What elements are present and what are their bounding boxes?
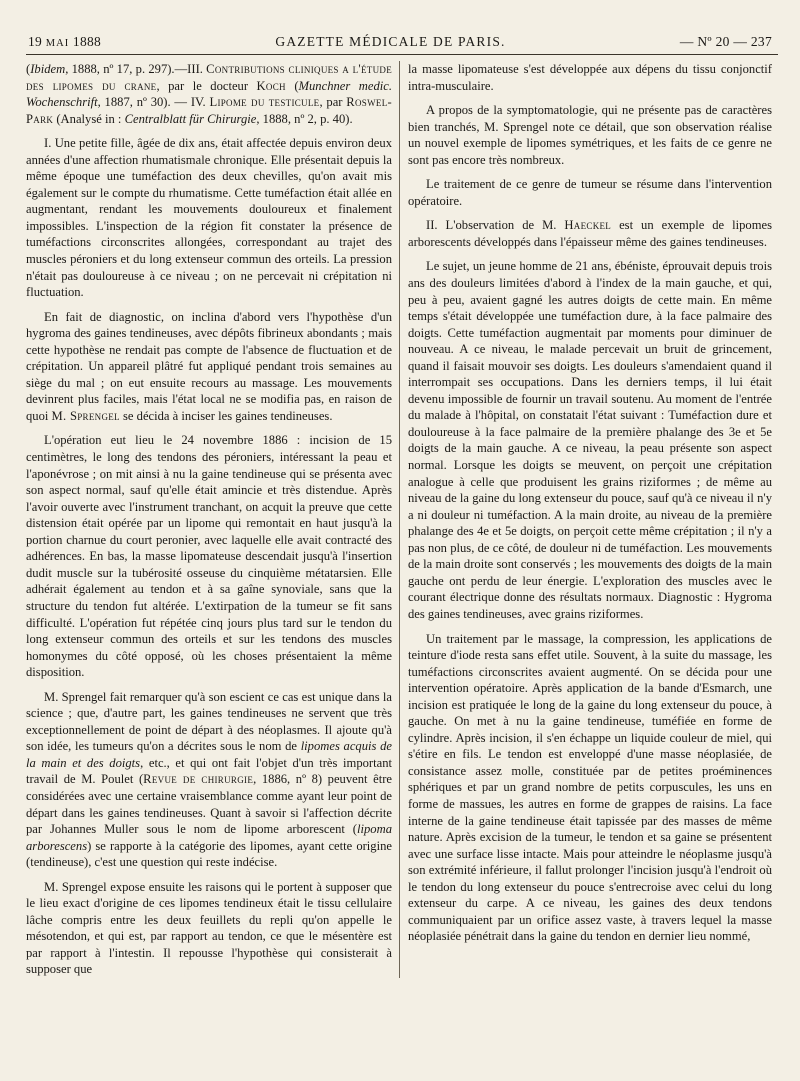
diagnosis-paragraph: En fait de diagnostic, on inclina d'abord vers l'hypothèse d'un hygroma des gaines tendineuses, avec dépôts fibrineux abondants ; mais cette hypothèse ne rendait pas compte de l'absence de fluctuation et de crépitation. Un appareil plâtré fut appliqué pendant trois semaines au siège du mal ; on eut ensuite recours au massage. Les mouvements devinrent plus faciles, mais l'état local ne se modifia pas, en raison de quoi M. Sprengel se décida à inciser les gaines tendineuses. xyxy=(26,309,392,423)
issue-page-number: — Nº 20 — 237 xyxy=(679,34,772,49)
operation-paragraph: L'opération eut lieu le 24 novembre 1886 : incision de 15 centimètres, le long des tendons des péroniers, intéressant la peau et l'aponévrose ; on mit ainsi à nu la gaine tendineuse qui se présenta avec son aspect normal, sauf qu'elle était amincie et très distendue. Après l'avoir ouverte avec l'instrument tranchant, on acquit la preuve que cette distension était opérée par un lipome qui remontait en haut jusqu'à la portion charnue du court peronier, avec laquelle elle avait contracté des adhérences. En bas, la masse lipomateuse descendait jusqu'à l'insertion dudit muscle sur la tubérosité osseuse du cinquième métatarsien. Elle adhérait également au tendon et à sa gaîne synoviale, sans que la structure du tendon fut altérée. L'extirpation de la tumeur se fit sans difficulté. L'opération fut répétée cinq jours plus tard sur le tendon du long extenseur commun des orteils et sur les tendons des muscles homonymes du côté opposé, où les choses présentaient la même disposition. xyxy=(26,433,392,680)
case-one-paragraph: I. Une petite fille, âgée de dix ans, était affectée depuis environ deux années d'une affection rhumatismale chronique. Elle présentait depuis la même époque une tuméfaction des deux chevilles, qu'on avait mis également sur le compte du rhumatisme. Cette tuméfaction était allée en augmentant, rendant les mouvements douloureux et finalement impossibles. L'inspection de la région fit constater la présence de tuméfactions circonscrites allongées, correspondant au trajet des muscles péroniers et du long extenseur commun des orteils. La pression n'était pas douloureuse à ce niveau ; on ne percevait ni crépitation ni fluctuation. xyxy=(26,136,392,300)
date-day: 19 xyxy=(28,34,43,49)
article-columns xyxy=(26,61,778,978)
case-two-paragraph: II. L'observation de M. Haeckel est un exemple de lipomes arborescents développés dans l'épaisseur même des gaines tendineuses. xyxy=(408,218,772,249)
surgical-treatment-paragraph: Un traitement par le massage, la compression, les applications de teinture d'iode resta sans effet utile. Souvent, à la suite du massage, les tuméfactions circonscrites avaient augmenté. On se décida pour une intervention opératoire. Après application de la bande d'Esmarch, une incision est pratiquée le long de la gaine du long extenseur du pouce, à gauche. On met à nu la gaine tendineuse, tuméfiée en forme de cylindre. Après incision, il s'en échappe un liquide couleur de miel, qui s'étire en fils. Le tendon est enveloppé d'une masse néoplasiée, de consistance assez molle, constituée par de petites proéminences sphériques et par un grand nombre de petits corpuscules, les uns en forme de massues, les autres en forme de grappes de raisins. La face interne de la gaine tendineuse était tapissée par des masses de même nature. Après excision de la tumeur, le tendon et sa gaine se présentent avec une surface lisse intacte. Mais pour atteindre le néoplasme jusqu'à son extrémité inférieure, il fallut prolonger l'incision jusqu'à l'endroit où le tendon du long extenseur du pouce s'entrecroise avec celui du long extenseur du carpe. A ce niveau, les gaines des deux tendons communiquaient par un orifice assez vaste, à travers lequel la masse néoplasiée pénétrait dans la gaine du tendon en dernier lieu nommé, xyxy=(408,631,772,944)
left-column xyxy=(26,61,399,978)
date-year: 1888 xyxy=(72,34,102,49)
journal-title: GAZETTE MÉDICALE DE PARIS. xyxy=(275,34,506,49)
symptomatology-paragraph: A propos de la symptomatologie, qui ne présente pas de caractères bien tranchés, M. Sprengel note ce détail, que son observation réalise un nouvel exemple de lipomes symétriques, et les faits de ce genre ne sont pas encore très nombreux. xyxy=(408,103,772,167)
page-header xyxy=(26,34,778,55)
continuation-paragraph: la masse lipomateuse s'est développée aux dépens du tissu conjonctif intra-musculaire. xyxy=(408,62,772,93)
treatment-paragraph: Le traitement de ce genre de tumeur se résume dans l'intervention opératoire. xyxy=(408,177,772,208)
references-paragraph: (Ibidem, 1888, nº 17, p. 297).—III. Contributions cliniques a l'étude des lipomes du crane, par le docteur Koch (Munchner medic. Wochenschrift, 1887, nº 30). — IV. Lipome du testicule, par Roswel-Park (Analysé in : Centralblatt für Chirurgie, 1888, nº 2, p. 40). xyxy=(26,62,392,126)
patient-history-paragraph: Le sujet, un jeune homme de 21 ans, ébéniste, éprouvait depuis trois ans des douleurs limitées d'abord à l'index de la main gauche, et qui, peu à peu, avaient gagné les autres doigts de cette main. En même temps s'était développée une tuméfaction dure, à la face palmaire des doigts. Cette tuméfaction augmentait par moments pour diminuer de nouveau. A ce niveau, le malade percevait un bruit de grincement, quand il faisait mouvoir ses doigts. Les douleurs s'amendaient quand il interrompait ses occupations. Dans les derniers temps, il lui était devenu impossible de fournir un travail soutenu. Au moment de l'entrée du malade à l'hôpital, on constatait l'état suivant : Tuméfaction dure et douloureuse à la face palmaire de la première phalange des 3e et 5e doigts de la main gauche. A ce niveau, la peau présente son aspect normal. Lorsque les doigts se meuvent, on perçoit une crépitation analogue à celle que produisent les grains riziformes ; de même au niveau de la gaine du long extenseur du pouce, sauf qu'à ce niveau il n'y a ni douleur ni tuméfaction. A la main droite, au niveau de la première phalange des 4e et 5e doigts, on perçoit cette même crépitation ; il n'y a pas non plus, de ce côté, de douleur ni de tuméfaction. Les mouvements de la main droite sont conservés ; les mouvements des doigts de la main gauche ont perdu de leur énergie. L'exploration des muscles avec le courant électrique donne des résultats normaux. Diagnostic : Hygroma des gaines tendineuses, avec grains riziformes. xyxy=(408,259,772,621)
right-column xyxy=(399,61,772,978)
issue-date xyxy=(28,34,101,50)
date-month: MAI xyxy=(45,38,70,49)
origin-paragraph: M. Sprengel expose ensuite les raisons qui le portent à supposer que le lieu exact d'origine de ces lipomes tendineux était le tissu cellulaire lâche compris entre les deux feuillets du repli qu'on appelle le mésotendon, et qui est, par rapport au tendon, ce que le mésentère est par rapport à l'intestin. Il repousse l'hypothèse qui consisterait à supposer que xyxy=(26,879,392,977)
remarks-paragraph: M. Sprengel fait remarquer qu'à son escient ce cas est unique dans la science ; que, d'autre part, les gaines tendineuses ne servent que très exceptionnellement de point de départ à des néoplasmes. Il ajoute qu'à son idée, les tumeurs qu'on a décrites sous le nom de lipomes acquis de la main et des doigts, etc., et qui ont fait l'objet d'un très important travail de M. Poulet (Revue de chirurgie, 1886, nº 8) peuvent être considérées avec une certaine vraisemblance comme ayant leur point de départ dans les gaines tendineuses. Quant à savoir si l'affection décrite par Johannes Muller sous le nom de lipome arborescent (lipoma arborescens) se rapporte à la catégorie des lipomes, ayant cette origine (tendineuse), c'est une question qui reste indécise. xyxy=(26,689,393,870)
